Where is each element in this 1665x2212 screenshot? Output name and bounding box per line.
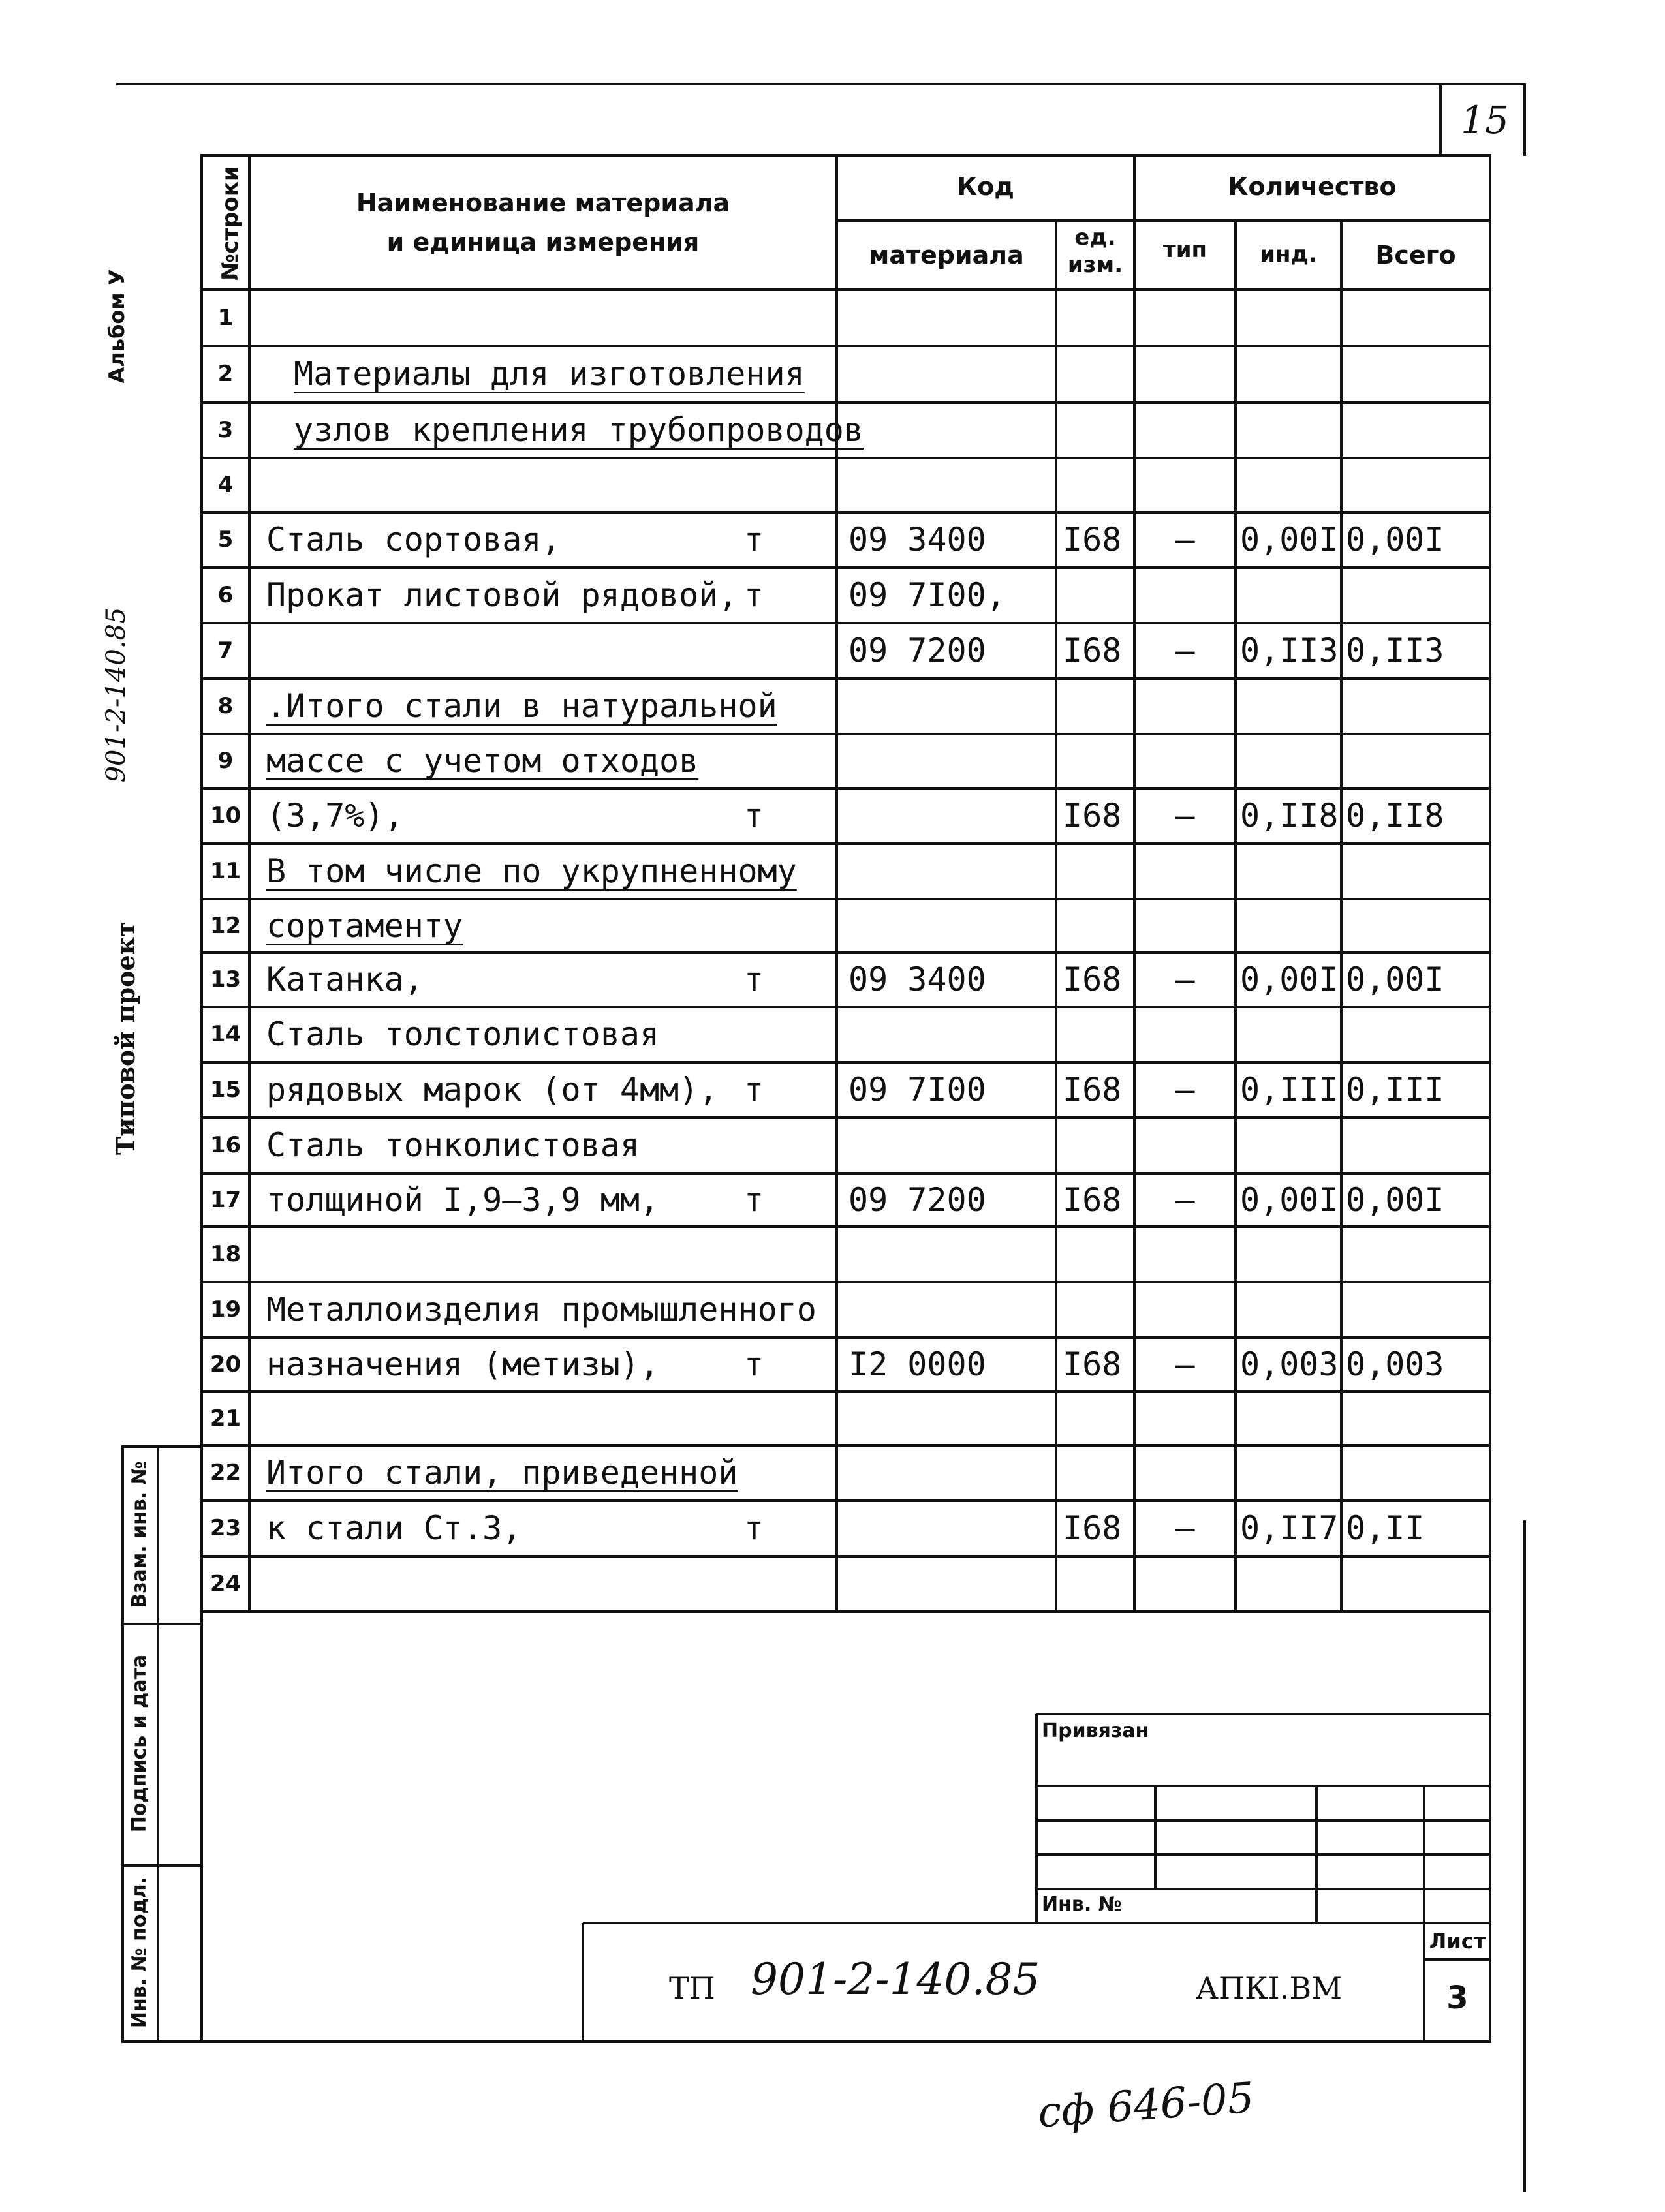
material-name: Сталь тонколистовая xyxy=(266,1126,640,1164)
unit-code xyxy=(1063,568,1134,623)
album-label: Альбом У xyxy=(104,269,129,384)
qty-tip xyxy=(1134,899,1236,953)
material-name: Сталь толстолистовая xyxy=(266,1015,660,1053)
qty-ind xyxy=(1240,899,1341,953)
material-name: .Итого стали в натуральной xyxy=(266,687,777,725)
unit-code xyxy=(1063,1007,1134,1062)
material-name: массе с учетом отходов xyxy=(266,742,699,780)
unit-code xyxy=(1063,1118,1134,1173)
material-code xyxy=(848,290,1057,346)
unit-code xyxy=(1063,734,1134,788)
vzam-inv-label: Взам. инв. № xyxy=(128,1461,151,1608)
unit-label: т xyxy=(743,797,764,835)
qty-ind xyxy=(1240,1392,1341,1445)
qty-ind xyxy=(1240,1282,1341,1338)
unit-code xyxy=(1063,1445,1134,1501)
unit-label xyxy=(734,1118,773,1173)
qty-tip: – xyxy=(1175,960,1195,998)
unit-label xyxy=(734,458,773,512)
unit-label xyxy=(734,1007,773,1062)
unit-code xyxy=(1063,1282,1134,1338)
unit-code: I68 xyxy=(1063,632,1122,669)
qty-tip xyxy=(1134,458,1236,512)
material-code xyxy=(848,458,1057,512)
unit-code xyxy=(1063,346,1134,403)
material-code xyxy=(848,1501,1057,1556)
qty-total xyxy=(1346,734,1490,788)
qty-total xyxy=(1346,346,1490,403)
qty-tip xyxy=(1134,403,1236,458)
project-code-margin: 901-2-140.85 xyxy=(101,607,131,783)
inv-podl-label: Инв. № подл. xyxy=(128,1876,151,2029)
qty-tip: – xyxy=(1175,521,1195,559)
stamp-list-label: Лист xyxy=(1429,1929,1486,1954)
unit-label xyxy=(734,403,773,458)
qty-tip: – xyxy=(1175,797,1195,835)
qty-ind xyxy=(1240,458,1341,512)
qty-total: 0,00I xyxy=(1346,521,1444,559)
unit-label: т xyxy=(743,1181,764,1219)
header-row-number: №строки xyxy=(217,166,243,281)
material-name: рядовых марок (от 4мм), xyxy=(266,1071,719,1109)
material-code xyxy=(848,346,1057,403)
qty-ind xyxy=(1240,844,1341,899)
qty-total xyxy=(1346,1282,1490,1338)
unit-code: I68 xyxy=(1063,1071,1122,1109)
row-number: 14 xyxy=(210,1021,241,1047)
unit-code xyxy=(1063,1392,1134,1445)
row-number: 5 xyxy=(217,527,234,553)
row-number: 3 xyxy=(217,417,234,443)
material-name: Катанка, xyxy=(266,960,424,998)
stamp-privyazan: Привязан xyxy=(1042,1719,1149,1742)
unit-code xyxy=(1063,679,1134,734)
qty-ind: 0,II8 xyxy=(1240,797,1339,835)
row-number: 17 xyxy=(210,1187,241,1213)
row-number: 12 xyxy=(210,913,241,939)
page-number: 15 xyxy=(1461,98,1509,142)
qty-ind xyxy=(1240,290,1341,346)
row-number: 16 xyxy=(210,1132,241,1158)
row-number: 21 xyxy=(210,1406,241,1432)
material-name: Сталь сортовая, xyxy=(266,521,561,559)
unit-code: I68 xyxy=(1063,960,1122,998)
unit-label xyxy=(734,1392,773,1445)
qty-ind xyxy=(1240,403,1341,458)
qty-total: 0,III xyxy=(1346,1071,1444,1109)
qty-ind: 0,III xyxy=(1240,1071,1339,1109)
row-number: 7 xyxy=(217,637,234,664)
material-name: (3,7%), xyxy=(266,797,404,835)
qty-tip xyxy=(1134,1392,1236,1445)
header-ed-line2: изм. xyxy=(1067,252,1123,278)
qty-tip xyxy=(1134,290,1236,346)
material-name: Итого стали, приведенной xyxy=(266,1454,738,1492)
material-code: I2 0000 xyxy=(848,1345,986,1383)
row-number: 15 xyxy=(210,1077,241,1103)
material-code: 09 7I00 xyxy=(848,1071,986,1109)
material-code xyxy=(848,1392,1057,1445)
unit-code: I68 xyxy=(1063,797,1122,835)
unit-label: т xyxy=(743,1509,764,1547)
qty-total xyxy=(1346,1007,1490,1062)
qty-total: 0,II xyxy=(1346,1509,1425,1547)
qty-tip xyxy=(1134,1227,1236,1282)
material-code xyxy=(848,1556,1057,1612)
qty-tip xyxy=(1134,844,1236,899)
podpis-data-label: Подпись и дата xyxy=(128,1654,151,1833)
unit-code: I68 xyxy=(1063,1509,1122,1547)
header-name-line2: и единица измерения xyxy=(386,228,700,256)
row-number: 20 xyxy=(210,1351,241,1377)
qty-total xyxy=(1346,899,1490,953)
qty-total xyxy=(1346,568,1490,623)
unit-label xyxy=(734,346,773,403)
material-code xyxy=(848,788,1057,844)
material-code xyxy=(848,1007,1057,1062)
qty-total xyxy=(1346,1392,1490,1445)
material-name: В том числе по укрупненному xyxy=(266,852,797,890)
stamp-doc-code: АПКI.ВМ xyxy=(1196,1971,1343,2006)
qty-ind xyxy=(1240,734,1341,788)
qty-tip xyxy=(1134,1556,1236,1612)
unit-code: I68 xyxy=(1063,521,1122,559)
unit-label xyxy=(734,290,773,346)
row-number: 6 xyxy=(217,582,234,608)
header-material: материала xyxy=(869,241,1024,269)
material-code: 09 7200 xyxy=(848,1181,986,1219)
material-name: назначения (метизы), xyxy=(266,1345,660,1383)
qty-ind xyxy=(1240,1007,1341,1062)
material-name: Материалы для изготовления xyxy=(294,355,805,393)
stamp-tp-number: 901-2-140.85 xyxy=(751,1954,1040,2005)
material-code xyxy=(848,403,1057,458)
material-name: толщиной I,9–3,9 мм, xyxy=(266,1181,660,1219)
row-number: 23 xyxy=(210,1515,241,1541)
stamp-tp: ТП xyxy=(669,1971,715,2006)
unit-label: т xyxy=(743,1071,764,1109)
unit-code xyxy=(1063,1227,1134,1282)
qty-total: 0,II8 xyxy=(1346,797,1444,835)
qty-tip xyxy=(1134,568,1236,623)
material-code xyxy=(848,844,1057,899)
row-number: 24 xyxy=(210,1571,241,1597)
row-number: 18 xyxy=(210,1241,241,1267)
header-vsego: Всего xyxy=(1375,241,1456,269)
unit-label xyxy=(734,623,773,679)
row-number: 1 xyxy=(217,305,234,331)
row-number: 9 xyxy=(217,748,234,774)
unit-code xyxy=(1063,458,1134,512)
qty-total: 0,00I xyxy=(1346,1181,1444,1219)
qty-tip xyxy=(1134,1282,1236,1338)
row-number: 10 xyxy=(210,803,241,829)
qty-ind: 0,II3 xyxy=(1240,632,1339,669)
material-name: сортаменту xyxy=(266,907,463,945)
material-code xyxy=(848,734,1057,788)
qty-tip xyxy=(1134,1118,1236,1173)
qty-total xyxy=(1346,1556,1490,1612)
row-number: 4 xyxy=(217,472,234,498)
unit-label xyxy=(734,734,773,788)
qty-ind xyxy=(1240,1445,1341,1501)
qty-ind: 0,00I xyxy=(1240,960,1339,998)
unit-label xyxy=(734,1556,773,1612)
qty-ind xyxy=(1240,568,1341,623)
qty-ind xyxy=(1240,679,1341,734)
qty-ind xyxy=(1240,1556,1341,1612)
qty-total xyxy=(1346,403,1490,458)
material-code xyxy=(848,679,1057,734)
unit-label xyxy=(734,679,773,734)
unit-code xyxy=(1063,403,1134,458)
qty-tip xyxy=(1134,1445,1236,1501)
header-ind: инд. xyxy=(1260,241,1317,268)
material-code xyxy=(848,1282,1057,1338)
qty-total xyxy=(1346,290,1490,346)
unit-label: т xyxy=(743,576,764,614)
qty-tip: – xyxy=(1175,1509,1195,1547)
unit-label: т xyxy=(743,960,764,998)
row-number: 19 xyxy=(210,1297,241,1323)
unit-code xyxy=(1063,1556,1134,1612)
qty-ind: 0,00I xyxy=(1240,521,1339,559)
footer-handwritten-note: сф 646-05 xyxy=(1036,2074,1256,2138)
unit-code xyxy=(1063,290,1134,346)
unit-label: т xyxy=(743,521,764,559)
material-name: Металлоизделия промышленного xyxy=(266,1291,817,1329)
row-number: 13 xyxy=(210,966,241,992)
qty-ind: 0,00I xyxy=(1240,1181,1339,1219)
material-code: 09 3400 xyxy=(848,960,986,998)
material-code: 09 7I00, xyxy=(848,576,1006,614)
qty-total xyxy=(1346,1227,1490,1282)
row-number: 2 xyxy=(217,361,234,387)
qty-ind: 0,003 xyxy=(1240,1345,1339,1383)
material-code: 09 7200 xyxy=(848,632,986,669)
qty-total xyxy=(1346,1118,1490,1173)
qty-total xyxy=(1346,458,1490,512)
project-type-label: Типовой проект xyxy=(111,921,140,1155)
row-number: 11 xyxy=(210,858,241,884)
header-ed-line1: ед. xyxy=(1074,224,1116,251)
qty-tip: – xyxy=(1175,632,1195,669)
unit-label xyxy=(734,1282,773,1338)
unit-code: I68 xyxy=(1063,1181,1122,1219)
header-kolichestvo: Количество xyxy=(1228,172,1397,201)
qty-ind xyxy=(1240,1118,1341,1173)
qty-tip xyxy=(1134,346,1236,403)
unit-code xyxy=(1063,844,1134,899)
qty-ind xyxy=(1240,1227,1341,1282)
qty-tip xyxy=(1134,1007,1236,1062)
qty-total xyxy=(1346,679,1490,734)
unit-label xyxy=(734,844,773,899)
header-kod: Код xyxy=(957,172,1014,201)
unit-label xyxy=(734,899,773,953)
material-name: узлов крепления трубопроводов xyxy=(294,411,864,449)
qty-total: 0,II3 xyxy=(1346,632,1444,669)
stamp-inv-no: Инв. № xyxy=(1042,1893,1122,1916)
stamp-list-value: 3 xyxy=(1446,1980,1469,2016)
material-name: к стали Ст.3, xyxy=(266,1509,522,1547)
unit-code xyxy=(1063,899,1134,953)
header-name-line1: Наименование материала xyxy=(356,189,730,217)
qty-total: 0,003 xyxy=(1346,1345,1444,1383)
qty-total: 0,00I xyxy=(1346,960,1444,998)
qty-tip: – xyxy=(1175,1181,1195,1219)
unit-label xyxy=(734,1445,773,1501)
material-code xyxy=(848,1118,1057,1173)
material-name: Прокат листовой рядовой, xyxy=(266,576,738,614)
material-code xyxy=(848,899,1057,953)
unit-label xyxy=(734,1227,773,1282)
qty-tip xyxy=(1134,679,1236,734)
qty-tip xyxy=(1134,734,1236,788)
qty-total xyxy=(1346,1445,1490,1501)
qty-ind: 0,II7 xyxy=(1240,1509,1339,1547)
qty-total xyxy=(1346,844,1490,899)
material-code: 09 3400 xyxy=(848,521,986,559)
material-code xyxy=(848,1445,1057,1501)
unit-label: т xyxy=(743,1345,764,1383)
qty-tip: – xyxy=(1175,1345,1195,1383)
row-number: 8 xyxy=(217,693,234,719)
row-number: 22 xyxy=(210,1460,241,1486)
material-code xyxy=(848,1227,1057,1282)
qty-ind xyxy=(1240,346,1341,403)
qty-tip: – xyxy=(1175,1071,1195,1109)
header-tip: тип xyxy=(1162,237,1207,263)
unit-code: I68 xyxy=(1063,1345,1122,1383)
